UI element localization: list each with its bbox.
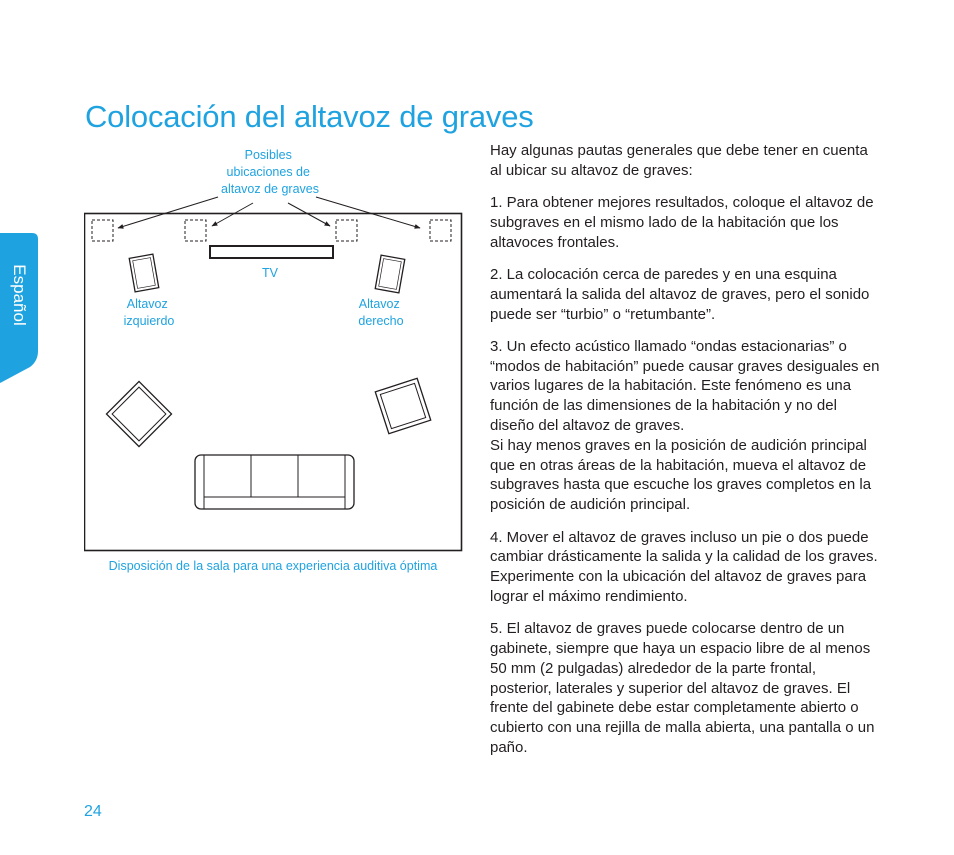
subwoofer-spot-3 (336, 220, 357, 241)
arrow-right-corner (316, 197, 420, 228)
room-layout-diagram (84, 140, 464, 555)
point-4: 4. Mover el altavoz de graves incluso un pie o dos puede cambiar drásticamente la salida y la calidad de los graves. Experimente con la ubicación del altavoz de graves para lograr el máximo rendimiento. (490, 528, 878, 605)
sofa (195, 455, 354, 509)
page-title: Colocación del altavoz de graves (85, 98, 534, 134)
tv-label: TV (262, 266, 278, 280)
left-speaker-label: Altavoz izquierdo (123, 297, 175, 328)
point-3-part-b: Si hay menos graves en la posición de audición principal que en otras áreas de la habitación, mueva el altavoz de subgraves hasta que escuche los graves completos en la posición de audición principal. (490, 436, 872, 514)
left-speaker (129, 254, 159, 292)
page-number: 24 (84, 803, 102, 820)
subwoofer-spot-1 (92, 220, 113, 241)
arrow-right-center (288, 203, 330, 226)
point-5: 5. El altavoz de graves puede colocarse dentro de un gabinete, siempre que haya un espacio libre de al menos 50 mm (2 pulgadas) alrededor de la parte frontal, posterior, laterales y superior del altavoz de graves. El frente del gabinete debe estar completamente abierto o cubierto con una rejilla de malla abierta, una pantalla o un paño. (490, 620, 875, 757)
point-1: 1. Para obtener mejores resultados, coloque el altavoz de subgraves en el mismo lado de la habitación que los altavoces frontales. (490, 194, 874, 251)
right-armchair (375, 378, 430, 433)
point-3-part-a: 3. Un efecto acústico llamado “ondas estacionarias” o “modos de habitación” puede causar graves desiguales en varios lugares de la habitación. Este fenómeno es una función de las dimensiones de la habitación y no del diseño del altavoz de graves. (490, 337, 880, 435)
point-3 (490, 337, 880, 515)
right-speaker (375, 255, 405, 293)
point-2: 2. La colocación cerca de paredes y en una esquina aumentará la salida del altavoz de graves, pero el sonido puede ser “turbio” o “retumbante”. (490, 265, 870, 323)
subwoofer-spot-2 (185, 220, 206, 241)
arrow-left-corner (118, 197, 218, 228)
right-speaker-label: Altavoz derecho (358, 297, 404, 328)
tv (210, 246, 333, 258)
possible-locations-label: Posibles ubicaciones de altavoz de graves (221, 148, 319, 196)
arrow-left-center (212, 203, 253, 226)
subwoofer-spot-4 (430, 220, 451, 241)
language-tab-label: Español (10, 264, 29, 326)
intro-paragraph: Hay algunas pautas generales que debe tener en cuenta al ubicar su altavoz de graves: (490, 142, 868, 179)
diagram-caption: Disposición de la sala para una experiencia auditiva óptima (108, 559, 438, 573)
left-armchair (106, 381, 171, 446)
body-text (490, 141, 880, 770)
